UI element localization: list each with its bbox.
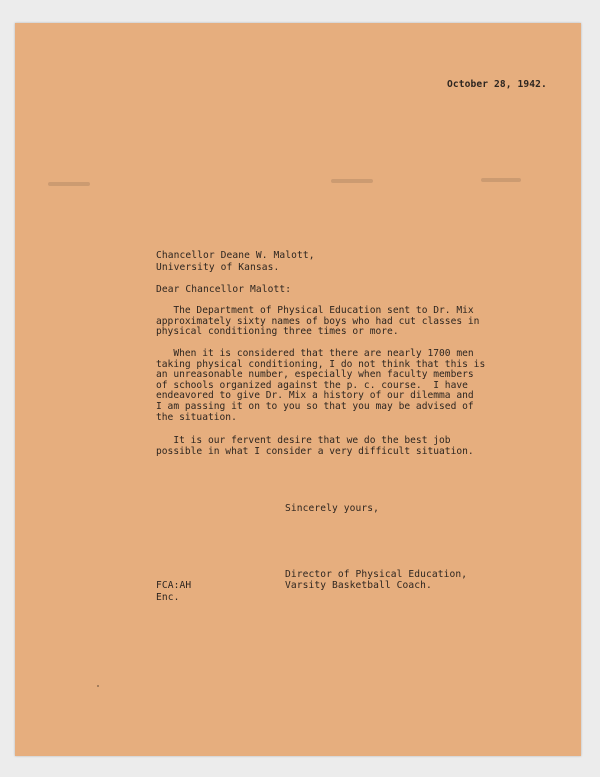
paragraph-2-line: of schools organized against the p. c. course. I have: [156, 379, 468, 391]
paper-speck: [97, 685, 99, 687]
paragraph-2: [156, 349, 485, 423]
paragraph-1-line: approximately sixty names of boys who had cut classes in: [156, 315, 480, 327]
paragraph-2-line: endeavored to give Dr. Mix a history of our dilemma and: [156, 390, 474, 402]
paragraph-2-line: an unreasonable number, especially when faculty members: [156, 369, 474, 381]
scan-smudge: [48, 182, 90, 186]
signature-line-2: Varsity Basketball Coach.: [285, 580, 432, 591]
paragraph-2-line: taking physical conditioning, I do not think that this is: [156, 358, 486, 370]
signature-line-1: Director of Physical Education,: [285, 569, 468, 580]
letter-paper: [15, 23, 581, 756]
paragraph-1: [156, 306, 479, 338]
paragraph-1-line: The Department of Physical Education sent to Dr. Mix: [156, 305, 474, 316]
paragraph-3-line: possible in what I consider a very difficult situation.: [156, 445, 474, 457]
paragraph-3-line: It is our fervent desire that we do the best job: [156, 435, 451, 446]
typist-initials: FCA:AH: [156, 580, 192, 591]
paragraph-1-line: physical conditioning three times or more.: [156, 326, 399, 338]
scan-smudge: [481, 178, 521, 182]
recipient-line-2: University of Kansas.: [156, 262, 280, 273]
scan-smudge: [331, 179, 373, 183]
recipient-line-1: Chancellor Deane W. Malott,: [156, 250, 315, 261]
enclosure-note: Enc.: [156, 592, 180, 603]
letter-date: October 28, 1942.: [447, 79, 547, 90]
closing: Sincerely yours,: [285, 503, 380, 514]
salutation: Dear Chancellor Malott:: [156, 284, 292, 295]
paragraph-2-line: When it is considered that there are nearly 1700 men: [156, 348, 474, 359]
paragraph-2-line: I am passing it on to you so that you may be advised of: [156, 400, 474, 412]
paragraph-3: [156, 436, 474, 457]
paragraph-2-line: the situation.: [156, 411, 237, 423]
